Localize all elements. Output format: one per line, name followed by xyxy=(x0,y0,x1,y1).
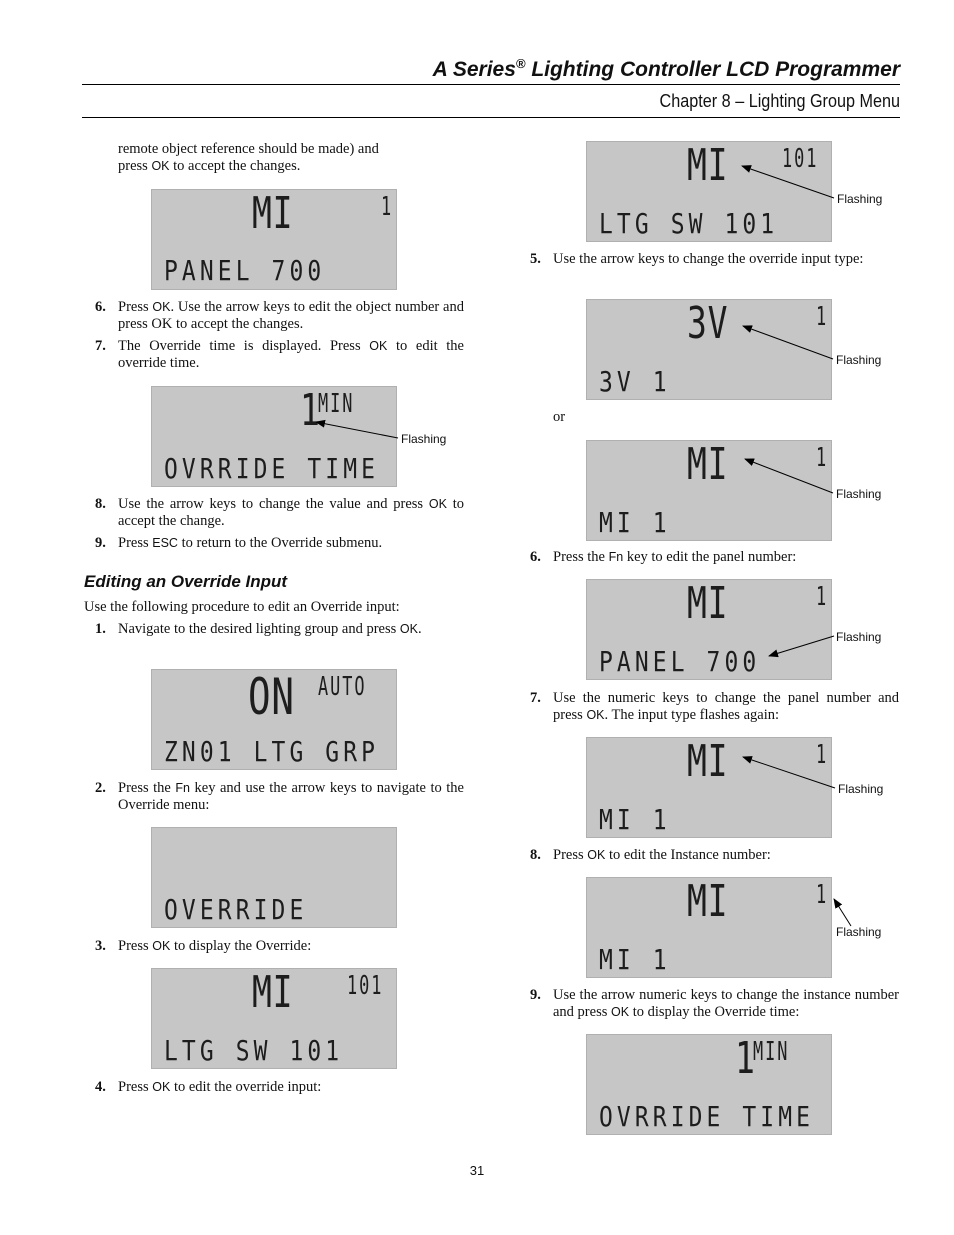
lcd-bottom-text: OVERRIDE xyxy=(164,893,308,926)
lcd-big-text: MI xyxy=(252,189,294,239)
lcd-bottom-text: OVRRIDE TIME xyxy=(599,1100,815,1133)
step-9-right: 9. Use the arrow numeric keys to change the instance number and press OK to display the Override time: xyxy=(530,987,899,1020)
flashing-callout: Flashing xyxy=(836,353,882,367)
flashing-callout: Flashing xyxy=(837,192,883,206)
step-8-left: 8. Use the arrow keys to change the value and press OK to accept the change. xyxy=(95,496,465,529)
lcd-top-text: 101 xyxy=(782,144,819,174)
arrow-lcd2 xyxy=(316,422,398,438)
arrow-lcd9 xyxy=(769,636,834,656)
lcd-bottom-text: PANEL 700 xyxy=(599,645,761,678)
arrow-lcd8 xyxy=(745,459,833,493)
step-5: 5. Use the arrow keys to change the override input type: xyxy=(530,251,864,267)
lcd-bottom-text: MI 1 xyxy=(599,506,671,539)
arrow-lcd7 xyxy=(743,326,833,359)
lcd-bottom-text: PANEL 700 xyxy=(164,254,326,287)
lcd-big-text: MI xyxy=(687,737,729,787)
arrow-lcd10 xyxy=(743,757,835,788)
step-3: 3. Press OK to display the Override: xyxy=(95,938,312,954)
arrow-lcd11 xyxy=(834,899,851,926)
lcd-big-text: ON xyxy=(248,669,295,726)
flashing-callout: Flashing xyxy=(836,630,882,644)
lcd-top-text: 101 xyxy=(347,971,384,1001)
flashing-callout: Flashing xyxy=(401,432,447,446)
lcd-bottom-text: ZN01 LTG GRP xyxy=(164,735,380,768)
step-7-left: 7. The Override time is displayed. Press OK to edit the override time. xyxy=(95,338,464,371)
lcd-top-text: 1 xyxy=(816,302,829,332)
lcd-top-text: 1 xyxy=(816,443,829,473)
lcd-bottom-text: LTG SW 101 xyxy=(164,1034,344,1067)
page-number: 31 xyxy=(469,1163,485,1178)
lcd-big-text: 3V xyxy=(687,299,729,349)
lcd-top-text: 1 xyxy=(816,740,829,770)
step-4: 4. Press OK to edit the override input: xyxy=(95,1079,322,1095)
section-intro: Use the following procedure to edit an Override input: xyxy=(84,599,400,615)
section-title: Editing an Override Input xyxy=(84,572,288,591)
or-text: or xyxy=(553,409,566,425)
flashing-callout: Flashing xyxy=(836,925,882,939)
chapter-title: Chapter 8 – Lighting Group Menu xyxy=(659,91,900,111)
lcd-big-text: MI xyxy=(687,141,729,191)
lcd-top-text: MIN xyxy=(318,389,355,419)
step-2: 2. Press the Fn key and use the arrow keys to navigate to the Override menu: xyxy=(95,780,464,813)
lcd-bottom-text: MI 1 xyxy=(599,803,671,836)
step-7-right: 7. Use the numeric keys to change the panel number and press OK. The input type flashes again: xyxy=(530,690,899,723)
lcd-bottom-text: OVRRIDE TIME xyxy=(164,452,380,485)
lcd-bottom-text: MI 1 xyxy=(599,943,671,976)
lcd-top-text: MIN xyxy=(753,1037,790,1067)
lcd-top-text: 1 xyxy=(816,582,829,612)
lcd-big-text: 1 xyxy=(300,386,321,436)
lcd-big-text: MI xyxy=(687,877,729,927)
lcd-big-text: MI xyxy=(687,579,729,629)
lcd-bottom-text: LTG SW 101 xyxy=(599,207,779,240)
step-9-left: 9. Press ESC to return to the Override submenu. xyxy=(95,535,383,551)
step-6-left: 6. Press OK. Use the arrow keys to edit the object number and press OK to accept the changes. xyxy=(95,299,464,332)
step-8-right: 8. Press OK to edit the Instance number: xyxy=(530,847,771,863)
lcd-big-text: 1 xyxy=(735,1034,756,1084)
intro-text: remote object reference should be made) and press OK to accept the changes. xyxy=(118,141,379,174)
lcd-top-text: AUTO xyxy=(318,672,367,702)
lcd-top-text: 1 xyxy=(381,192,394,222)
step-6-right: 6. Press the Fn key to edit the panel number: xyxy=(530,549,797,565)
lcd-big-text: MI xyxy=(252,968,294,1018)
flashing-callout: Flashing xyxy=(838,782,884,796)
lcd-top-text: 1 xyxy=(816,880,829,910)
flashing-callout: Flashing xyxy=(836,487,882,501)
step-1: 1. Navigate to the desired lighting group and press OK. xyxy=(95,621,422,637)
document-title: A Series® Lighting Controller LCD Programmer xyxy=(432,56,900,81)
lcd-big-text: MI xyxy=(687,440,729,490)
lcd-bottom-text: 3V 1 xyxy=(599,365,671,398)
arrow-lcd6 xyxy=(742,166,834,198)
